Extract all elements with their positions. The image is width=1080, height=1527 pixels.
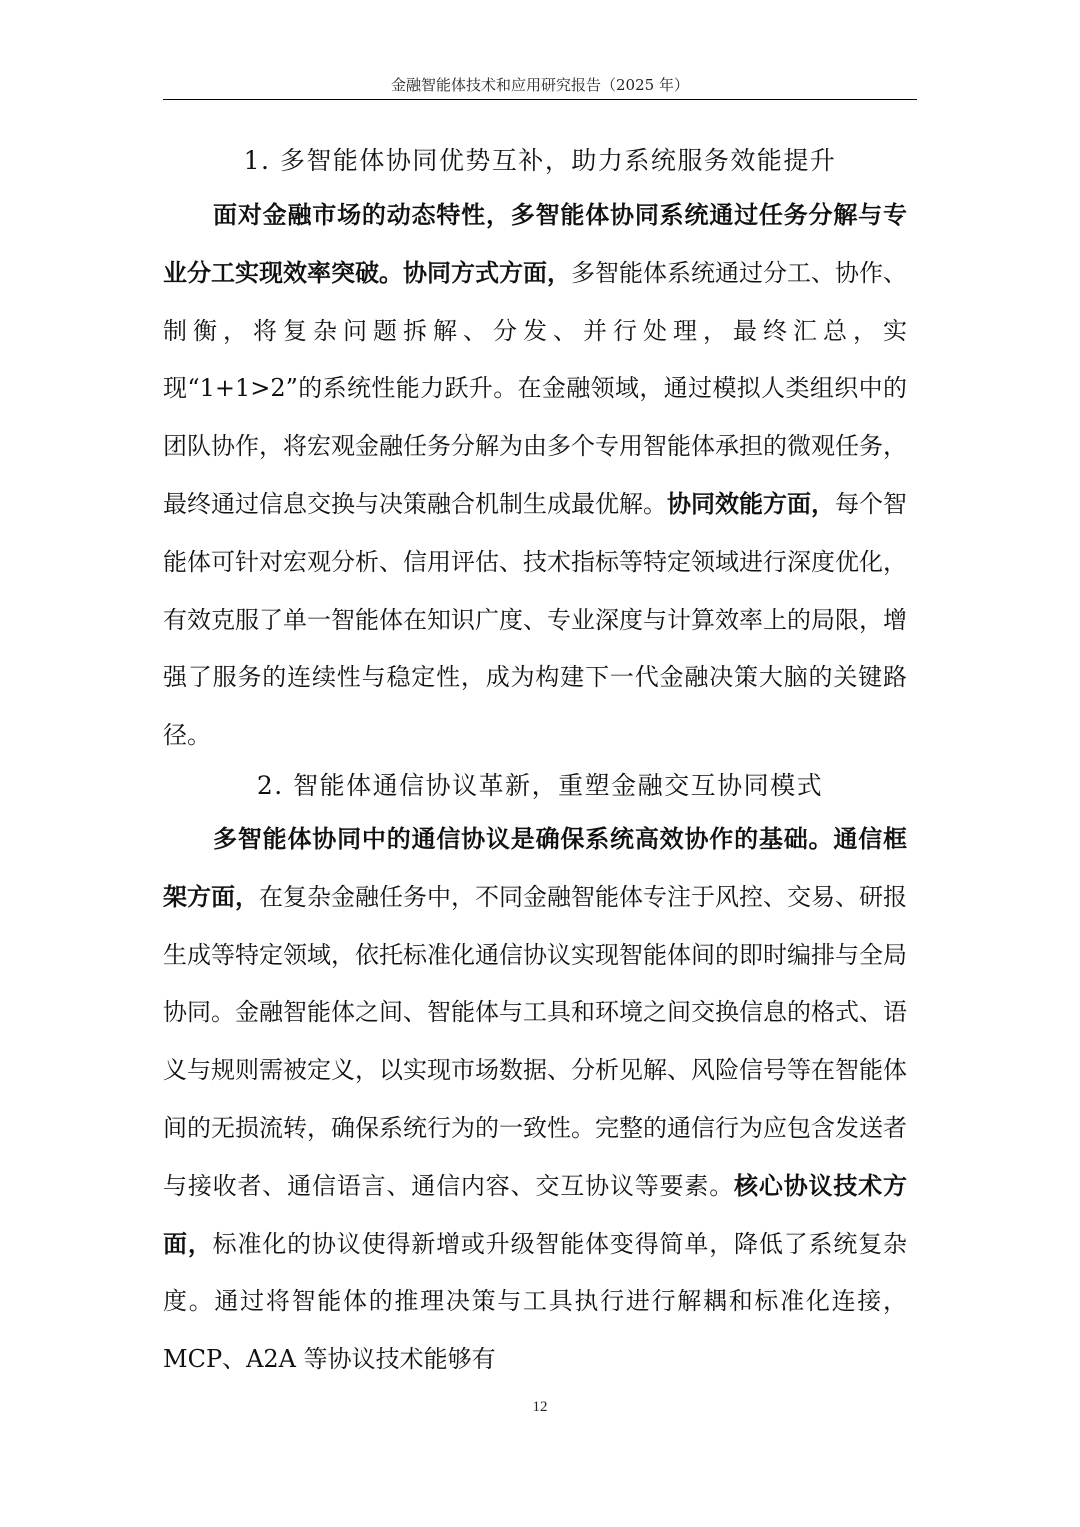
bold-lead-sentence: 多智能体协同中的通信协议是确保系统高效协作的基础。	[213, 825, 834, 853]
bold-lead-sentence: 面对金融市场的动态特性，多智能体协同系统通过任务分解与专业分工实现效率突破。	[163, 201, 907, 287]
header-rule	[163, 99, 917, 100]
page-number: 12	[532, 1399, 548, 1415]
section-2-paragraph	[163, 811, 907, 1389]
bold-topic-label: 协同方式方面，	[403, 258, 571, 287]
section-1-paragraph	[163, 187, 907, 765]
section-heading-2: 2. 智能体通信协议革新，重塑金融交互协同模式	[256, 771, 824, 800]
body-text: 每个智能体可针对宏观分析、信用评估、技术指标等特定领域进行深度优化，有效克服了单一智能体在知识广度、专业深度与计算效率上的局限，增强了服务的连续性与稳定性，成为构建下一代金融决策大脑的关键路径。	[163, 489, 907, 750]
body-text: 在复杂金融任务中，不同金融智能体专注于风控、交易、研报生成等特定领域，依托标准化通信协议实现智能体间的即时编排与全局协同。金融智能体之间、智能体与工具和环境之间交换信息的格式、语义与规则需被定义，以实现市场数据、分析见解、风险信号等在智能体间的无损流转，确保系统行为的一致性。完整的通信行为应包含发送者与接收者、通信语言、通信内容、交互协议等要素。	[163, 882, 907, 1200]
bold-topic-label: 协同效能方面，	[667, 489, 835, 518]
body-text: 多智能体系统通过分工、协作、制衡，将复杂问题拆解、分发、并行处理，最终汇总，实现“1+1>2”的系统性能力跃升。在金融领域，通过模拟人类组织中的团队协作，将宏观金融任务分解为由多个专用智能体承担的微观任务，最终通过信息交换与决策融合机制生成最优解。	[163, 258, 907, 518]
bold-topic-label: 通信框架方面，	[163, 825, 908, 911]
body-text: 标准化的协议使得新增或升级智能体变得简单，降低了系统复杂度。通过将智能体的推理决策与工具执行进行解耦和标准化连接，MCP、A2A 等协议技术能够有	[163, 1229, 907, 1374]
section-heading-1: 1. 多智能体协同优势互补，助力系统服务效能提升	[243, 146, 837, 175]
running-header: 金融智能体技术和应用研究报告（2025 年）	[391, 76, 689, 94]
bold-topic-label: 核心协议技术方面，	[163, 1171, 908, 1258]
